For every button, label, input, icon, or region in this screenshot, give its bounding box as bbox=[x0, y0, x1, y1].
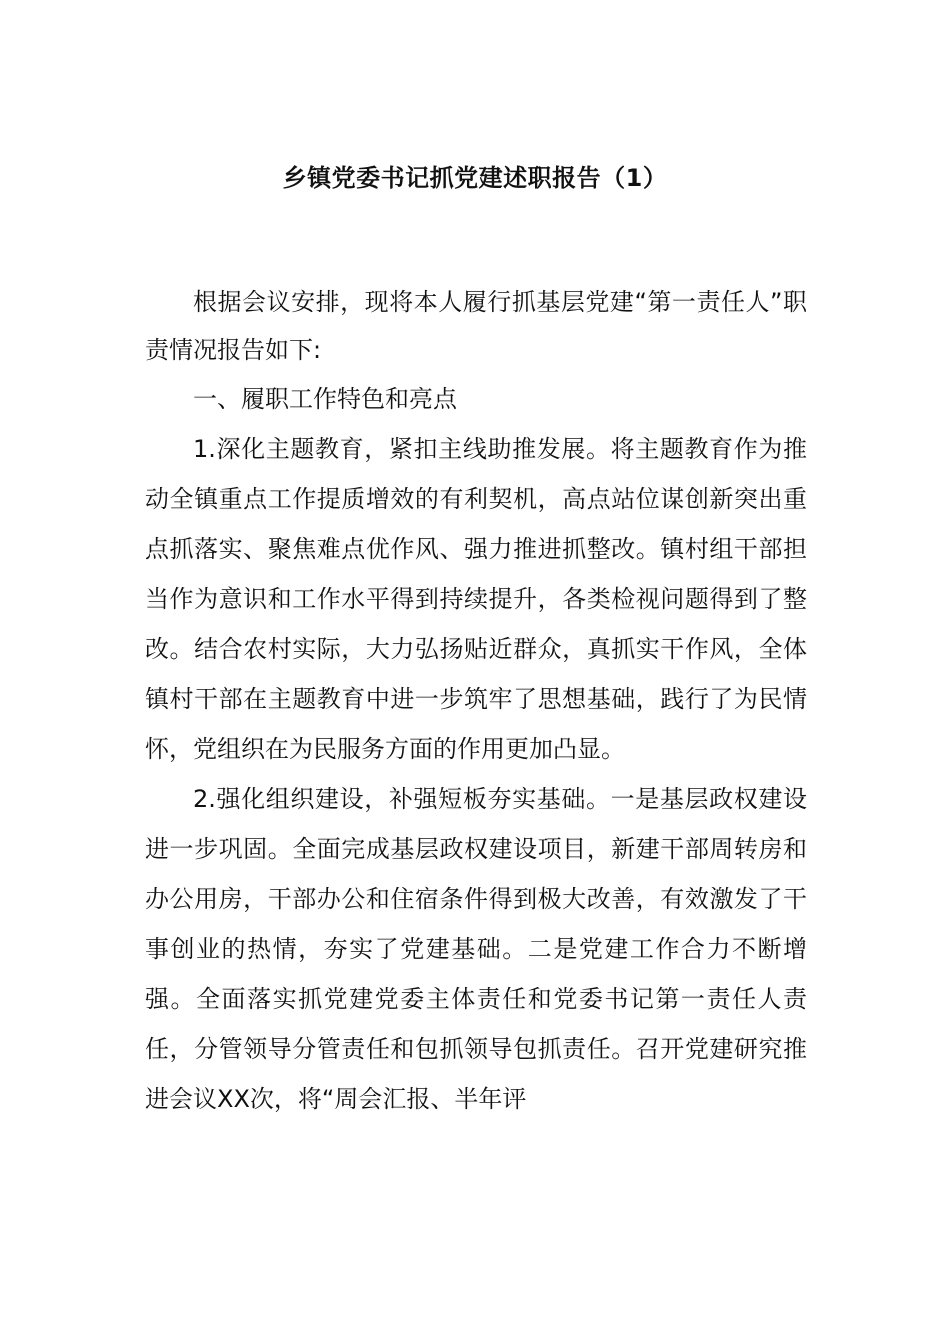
paragraph-organization-building: 2.强化组织建设，补强短板夯实基础。一是基层政权建设进一步巩固。全面完成基层政权建设项目，新建干部周转房和办公用房，干部办公和住宿条件得到极大改善，有效激发了干事创业的热情，夯实了党建基础。二是党建工作合力不断增强。全面落实抓党建党委主体责任和党委书记第一责任人责任，分管领导分管责任和包抓领导包抓责任。召开党建研究推进会议XX次，将“周会汇报、半年评 bbox=[145, 785, 807, 1113]
document-body bbox=[145, 278, 807, 1124]
paragraph-theme-education: 1.深化主题教育，紧扣主线助推发展。将主题教育作为推动全镇重点工作提质增效的有利契机，高点站位谋创新突出重点抓落实、聚焦难点优作风、强力推进抓整改。镇村组干部担当作为意识和工作水平得到持续提升，各类检视问题得到了整改。结合农村实际，大力弘扬贴近群众，真抓实干作风，全体镇村干部在主题教育中进一步筑牢了思想基础，践行了为民情怀，党组织在为民服务方面的作用更加凸显。 bbox=[145, 435, 807, 763]
document-title: 乡镇党委书记抓党建述职报告（1） bbox=[282, 164, 668, 192]
intro-paragraph: 根据会议安排，现将本人履行抓基层党建“第一责任人”职责情况报告如下: bbox=[145, 288, 807, 364]
section-heading: 一、履职工作特色和亮点 bbox=[193, 385, 457, 413]
